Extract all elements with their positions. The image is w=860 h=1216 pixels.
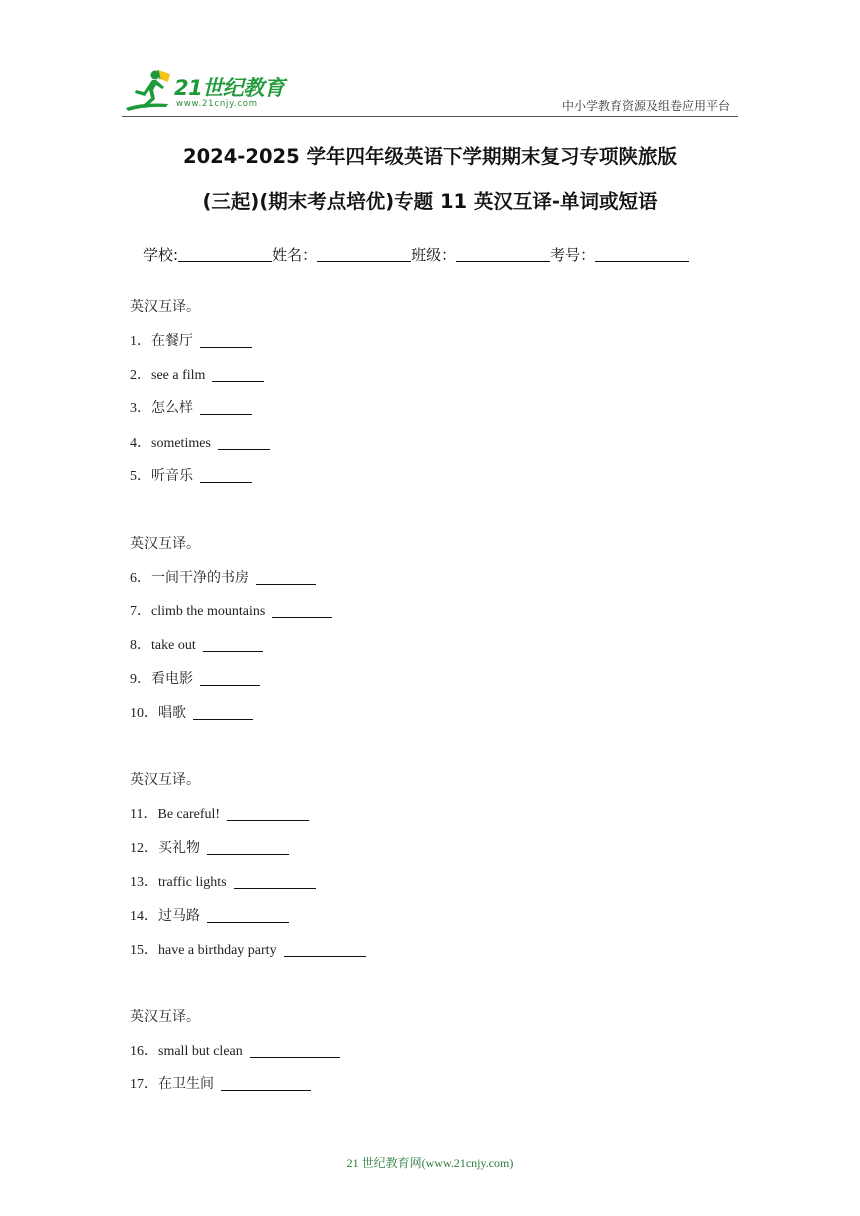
- question-text: 看电影: [151, 672, 193, 687]
- question-text: sometimes: [151, 436, 211, 451]
- question-item: [130, 1073, 311, 1093]
- question-item: [130, 567, 316, 587]
- section-title: 英汉互译。: [130, 773, 200, 788]
- question-item: [130, 702, 253, 722]
- class-label: 班级：: [411, 246, 457, 264]
- question-number: 6．: [130, 571, 151, 586]
- running-figure-icon: [122, 68, 174, 114]
- section-title: 英汉互译。: [130, 1010, 200, 1025]
- question-text: 在卫生间: [158, 1077, 214, 1092]
- question-item: [130, 837, 289, 857]
- question-item: [130, 905, 289, 925]
- answer-blank[interactable]: [284, 942, 366, 957]
- school-blank[interactable]: [178, 245, 272, 262]
- section-title: 英汉互译。: [130, 537, 200, 552]
- question-number: 11．: [130, 807, 158, 822]
- question-number: 16．: [130, 1044, 158, 1059]
- question-item: [130, 465, 252, 485]
- question-text: 唱歌: [158, 706, 186, 721]
- name-label: 姓名：: [272, 246, 318, 264]
- question-number: 15．: [130, 943, 158, 958]
- answer-blank[interactable]: [256, 570, 316, 585]
- question-item: [130, 397, 252, 417]
- question-item: [130, 1040, 340, 1060]
- question-item: [130, 600, 332, 620]
- question-text: take out: [151, 638, 196, 653]
- number-blank[interactable]: [595, 245, 689, 262]
- answer-blank[interactable]: [193, 705, 253, 720]
- question-text: 怎么样: [151, 401, 193, 416]
- question-number: 8．: [130, 638, 151, 653]
- question-item: [130, 668, 260, 688]
- class-blank[interactable]: [456, 245, 550, 262]
- question-number: 7．: [130, 604, 151, 619]
- answer-blank[interactable]: [227, 806, 309, 821]
- question-text: have a birthday party: [158, 943, 277, 958]
- question-item: [130, 803, 309, 823]
- answer-blank[interactable]: [212, 367, 264, 382]
- question-number: 3．: [130, 401, 151, 416]
- document-title-line-2: (三起)(期末考点培优)专题 11 英汉互译-单词或短语: [202, 190, 658, 213]
- logo-text: 21世纪教育: [174, 76, 285, 100]
- number-label: 考号：: [550, 246, 596, 264]
- footer-link[interactable]: 21 世纪教育网(www.21cnjy.com): [346, 1156, 514, 1170]
- question-text: traffic lights: [158, 875, 227, 890]
- question-number: 13．: [130, 875, 158, 890]
- question-text: 过马路: [158, 909, 200, 924]
- document-title-line-1: 2024-2025 学年四年级英语下学期期末复习专项陕旅版: [183, 145, 677, 168]
- section-title: 英汉互译。: [130, 300, 200, 315]
- question-number: 1．: [130, 334, 151, 349]
- answer-blank[interactable]: [250, 1043, 340, 1058]
- answer-blank[interactable]: [207, 840, 289, 855]
- answer-blank[interactable]: [218, 435, 270, 450]
- question-item: [130, 634, 263, 654]
- logo-url: www.21cnjy.com: [176, 99, 258, 109]
- answer-blank[interactable]: [207, 908, 289, 923]
- question-number: 14．: [130, 909, 158, 924]
- question-number: 2．: [130, 368, 151, 383]
- question-text: climb the mountains: [151, 604, 266, 619]
- question-item: [130, 939, 366, 959]
- logo: [122, 68, 292, 116]
- question-text: small but clean: [158, 1044, 243, 1059]
- question-text: 一间干净的书房: [151, 571, 249, 586]
- header-divider: [122, 116, 738, 117]
- answer-blank[interactable]: [200, 671, 260, 686]
- header-tagline: 中小学教育资源及组卷应用平台: [561, 99, 730, 113]
- question-item: [130, 330, 252, 350]
- school-label: 学校:: [143, 246, 179, 264]
- question-number: 4．: [130, 436, 151, 451]
- answer-blank[interactable]: [200, 400, 252, 415]
- question-text: see a film: [151, 368, 206, 383]
- answer-blank[interactable]: [272, 603, 332, 618]
- question-item: [130, 871, 316, 891]
- question-number: 5．: [130, 469, 151, 484]
- answer-blank[interactable]: [200, 468, 252, 483]
- answer-blank[interactable]: [200, 333, 252, 348]
- question-item: [130, 432, 270, 452]
- student-info-row: [143, 244, 689, 265]
- question-text: 听音乐: [151, 469, 193, 484]
- question-number: 9．: [130, 672, 151, 687]
- answer-blank[interactable]: [234, 874, 316, 889]
- question-text: Be careful!: [157, 807, 221, 822]
- question-text: 买礼物: [158, 841, 200, 856]
- question-item: [130, 364, 264, 384]
- name-blank[interactable]: [317, 245, 411, 262]
- question-number: 12．: [130, 841, 158, 856]
- answer-blank[interactable]: [203, 637, 263, 652]
- question-number: 10．: [130, 706, 158, 721]
- question-text: 在餐厅: [151, 334, 193, 349]
- answer-blank[interactable]: [221, 1076, 311, 1091]
- question-number: 17．: [130, 1077, 158, 1092]
